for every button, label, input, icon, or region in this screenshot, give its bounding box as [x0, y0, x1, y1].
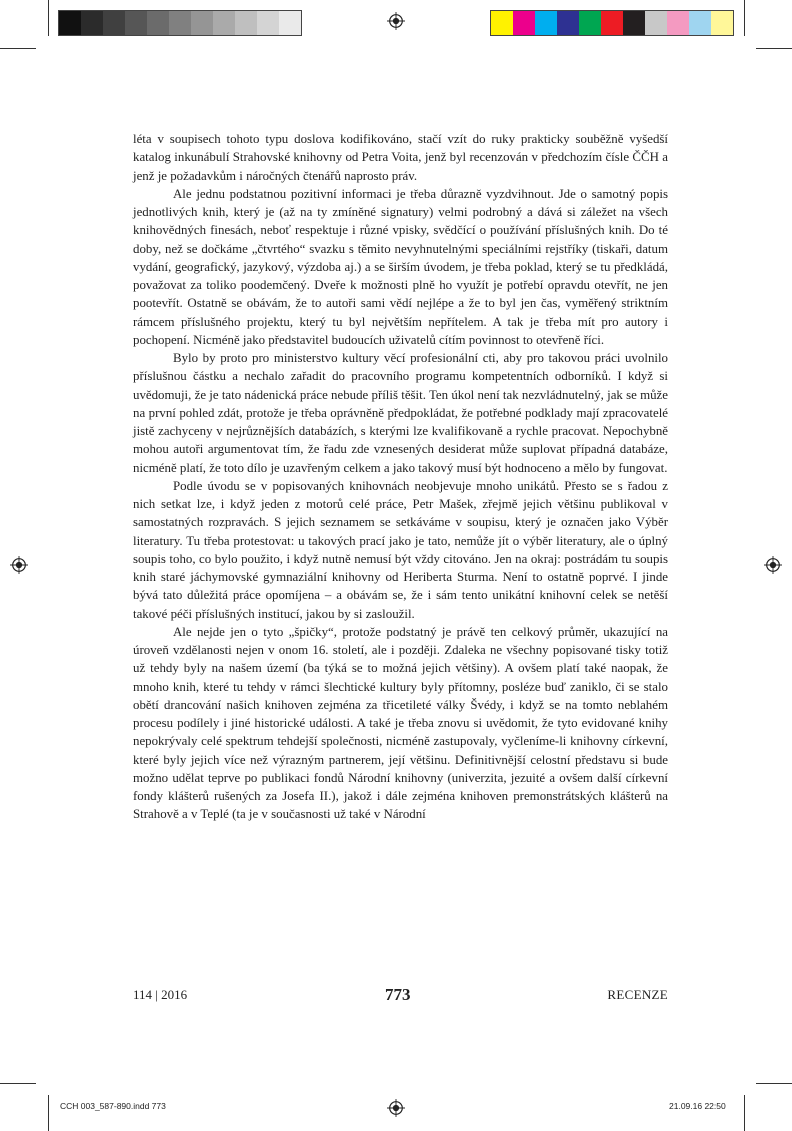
color-swatch [601, 11, 623, 35]
color-swatch [557, 11, 579, 35]
color-swatch [59, 11, 81, 35]
process-color-bar [490, 10, 734, 36]
paragraph: Ale nejde jen o tyto „špičky“, protože podstatný je právě ten celkový průměr, ukazující na úroveň vzdělanosti nejen v onom 16. století, ale i později. Zdaleka ne všechny popisované tisky totiž už tehdy byly na našem území (ba týká se to možná jejich většiny). A ovšem platí také naopak, že mnoho knih, které tu tehdy v rámci šlechtické kultury byly přítomny, posléze buď zaniklo, či se stalo obětí drancování našich knihoven zejména za třicetileté války Švédy, i když se na tomto neblahém procesu podílely i jiné historické události. A také je třeba znovu si uvědomit, že tyto evidované knihy nepokrývaly celé spektrum tehdejší společnosti, nicméně zastupovaly, vyčleníme-li knihovny církevní, které byly jejich více než výrazným partnerem, její většinu. Definitivnější celostní představu si bude možno udělat teprve po publikaci fondů Národní knihovny (univerzita, jezuité a ovšem další církevní fondy klášterů rušených za Josefa II.), jakož i dále zejména knihoven premonstrátských klášterů na Strahově a v Teplé (ta je v současnosti už také v Národní [133, 624, 668, 822]
color-swatch [213, 11, 235, 35]
color-swatch [579, 11, 601, 35]
crop-mark [0, 48, 36, 49]
paragraph: Bylo by proto pro ministerstvo kultury věcí profesionální cti, aby pro takovou práci uvolnilo příslušnou částku a nechalo zařadit do pracovního programu kompetentních odborníků. I když si uvědomuji, že je tato nádenická práce nebude příliš těšit. Ten úkol není tak nezvládnutelný, jak se může na první pohled zdát, protože je třeba oprávněně předpokládat, že potřebné podklady mají zpracovatelé jistě zachyceny v nejrůznějších databázích, s kterými lze kvalifikovaně a rychle pracovat. Nepochybně mohou autoři argumentovat tím, že řadu zde vznesených desiderat může suplovat případná databáze, nicméně platí, že toto dílo je uzavřeným celkem a jako takový musí být hodnoceno a mělo by fungovat. [133, 351, 668, 475]
crop-mark [756, 48, 792, 49]
color-swatch [513, 11, 535, 35]
color-swatch [645, 11, 667, 35]
crop-mark [744, 1095, 745, 1131]
color-swatch [711, 11, 733, 35]
color-swatch [125, 11, 147, 35]
crop-mark [0, 1083, 36, 1084]
registration-mark-icon [764, 556, 782, 574]
registration-mark-icon [10, 556, 28, 574]
crop-mark [48, 0, 49, 36]
paragraph: Podle úvodu se v popisovaných knihovnách neobjevuje mnoho unikátů. Přesto se s řadou z nich setkat lze, i když jeden z motorů celé práce, Petr Mašek, zřejmě jejich většinu publikoval v samostatných rozpravách. S jejich seznamem se setkáváme v soupisu, který je označen jako Výběr literatury. Tu třeba protestovat: u takových prací jako je tato, nemůže jít o výběr literatury, ale o úplný soupis toho, co bylo použito, i když nutně nemusí být vždy citováno. Jen na okraj: postrádám tu soupis knih staré jáchymovské gymnaziální knihovny od Heriberta Sturma. Není to ostatně poprvé. I jinde bývá tato důležitá práce opomíjena – a obávám se, že i sám tento unikátní knihovní celek se netěší takové péči příslušných institucí, jakou by si zasloužil. [133, 478, 668, 621]
color-swatch [147, 11, 169, 35]
color-swatch [235, 11, 257, 35]
color-swatch [103, 11, 125, 35]
color-swatch [667, 11, 689, 35]
section-label: RECENZE [607, 987, 668, 1002]
registration-mark-icon [387, 1099, 405, 1117]
color-swatch [535, 11, 557, 35]
issue-label: 114 | 2016 [133, 987, 188, 1002]
article-body [133, 130, 668, 824]
crop-mark [756, 1083, 792, 1084]
crop-mark [48, 1095, 49, 1131]
page-number: 773 [385, 985, 411, 1004]
slug-filename: CCH 003_587-890.indd 773 [60, 1101, 166, 1111]
paragraph: léta v soupisech tohoto typu doslova kodifikováno, stačí vzít do ruky prakticky souběžně vyšedší katalog inkunábulí Strahovské knihovny od Petra Voita, jenž byl recenzován v předchozím čísle ČČH a jenž je požadavkům i náročných čtenářů naprosto práv. [133, 132, 668, 183]
color-swatch [623, 11, 645, 35]
color-swatch [279, 11, 301, 35]
color-swatch [257, 11, 279, 35]
color-swatch [191, 11, 213, 35]
grayscale-color-bar [58, 10, 302, 36]
color-swatch [81, 11, 103, 35]
crop-mark [744, 0, 745, 36]
slug-timestamp: 21.09.16 22:50 [669, 1101, 726, 1111]
color-swatch [689, 11, 711, 35]
color-swatch [169, 11, 191, 35]
color-swatch [491, 11, 513, 35]
registration-mark-icon [387, 12, 405, 30]
paragraph: Ale jednu podstatnou pozitivní informaci je třeba důrazně vyzdvihnout. Jde o samotný popis jednotlivých knih, který je (až na ty zmíněné signatury) velmi podrobný a dává si záležet na všech knihovědných finesách, neboť respektuje i různé vpisky, svědčící o používání příslušných knih. Do té doby, než se dočkáme „čtvrtého“ svazku s těmito nevyhnutelnými speciálními rejstříky (tiskaři, datum vydání, geografický, jazykový, výzdoba aj.) a se širším úvodem, je třeba poklad, který se tu předkládá, považovat za toliko poodemčený. Dveře k možnosti plně ho využít je potřebí opravdu otevřít, ne jen pootevřít. Ostatně se obávám, že to autoři sami vědí nejlépe a že to byl jen čas, vyměřený striktním rámcem příslušného projektu, který tu byl největším nepřítelem. A tak je třeba mít pro autory i pochopení. Nicméně jako představitel budoucích uživatelů cítím povinnost to otevřeně říci. [133, 186, 668, 347]
